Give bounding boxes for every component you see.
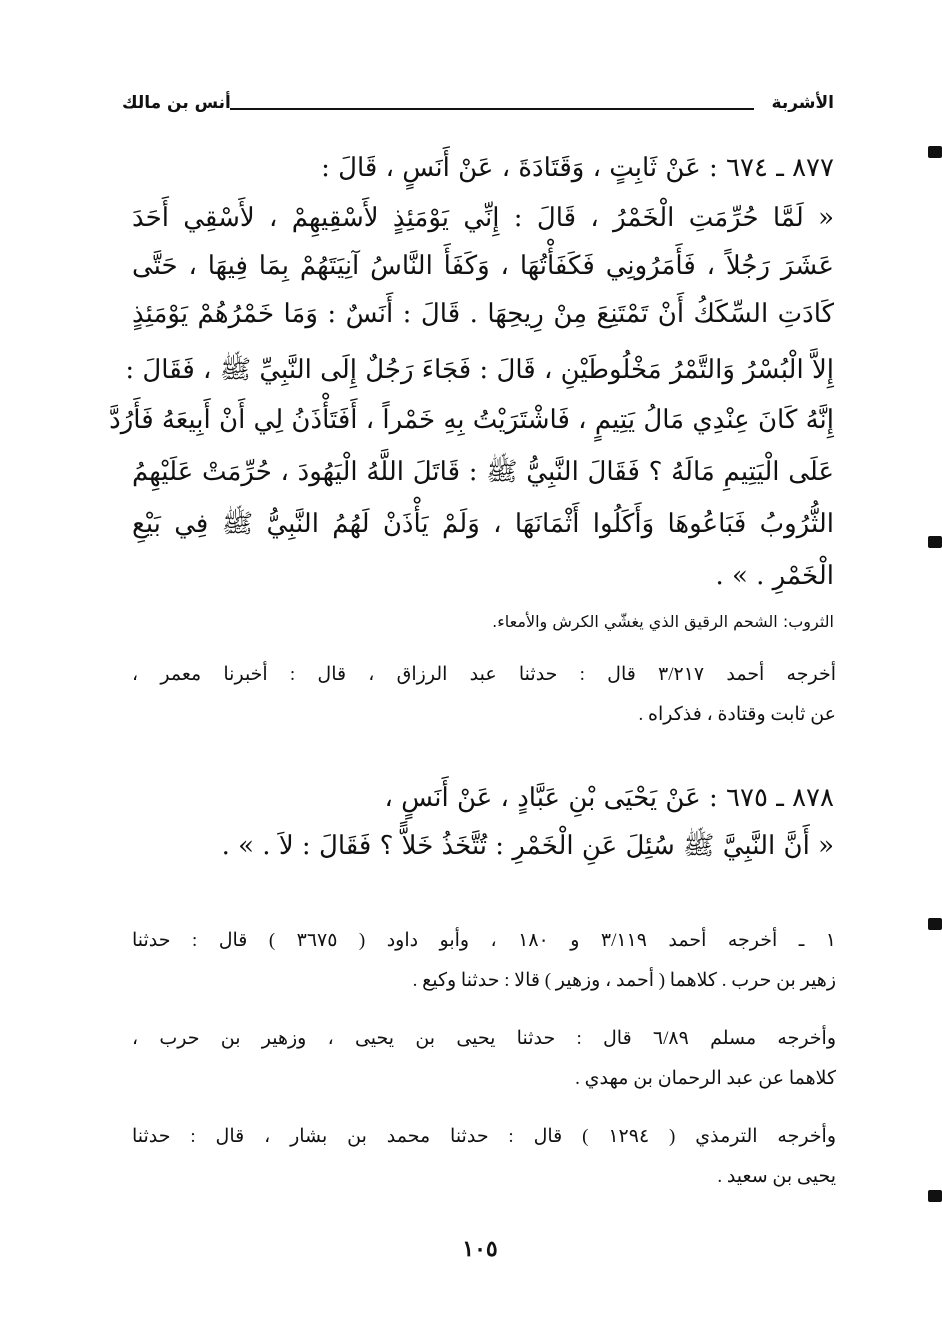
takhrij-878-line-5: وأخرجه الترمذي ( ١٢٩٤ ) قال : حدثنا محمد بن بشار ، قال : حدثنا [132,1126,837,1147]
hadith-877-line-2: « لَمَّا حُرِّمَتِ الْخَمْرُ ، قَالَ : إِنِّي يَوْمَئِذٍ لأَسْقِيهِمْ ، لأَسْقِي أَحَدَ [132,203,834,233]
takhrij-878-line-4: كلاهما عن عبد الرحمان بن مهدي . [575,1068,836,1089]
hadith-878-matn: « أَنَّ النَّبِيَّ ﷺ سُئِلَ عَنِ الْخَمْرِ : تُتَّخَذُ خَلاًّ ؟ فَقَالَ : لاَ . » . [221,831,834,861]
takhrij-877-line-2: عن ثابت وقتادة ، فذكراه . [638,704,836,725]
edge-mark [928,146,942,158]
edge-mark [928,1190,942,1202]
takhrij-878-line-3: وأخرجه مسلم ٦/٨٩ قال : حدثنا يحيى بن يحيى ، وزهير بن حرب ، [132,1028,836,1049]
hadith-877-line-6: إِنَّهُ كَانَ عِنْدِي مَالُ يَتِيمٍ ، فَاشْتَرَيْتُ بِهِ خَمْراً ، أَفَتَأْذَنُ لِي أَنْ أَبِيعَهُ فَأَرُدَّ [109,405,834,435]
takhrij-878-line-1: ١ ـ أخرجه أحمد ٣/١١٩ و ١٨٠ ، وأبو داود ( ٣٦٧٥ ) قال : حدثنا [132,930,836,951]
chapter-title: الأشربة [771,93,834,113]
hadith-877-line-5: إِلاَّ الْبُسْرُ وَالتَّمْرُ مَخْلُوطَيْنِ ، قَالَ : فَجَاءَ رَجُلٌ إِلَى النَّبِيِّ ﷺ ، فَقَالَ : [125,355,834,385]
hadith-877-isnad: ٨٧٧ ـ ٦٧٤ : عَنْ ثَابِتٍ ، وَقَتَادَةَ ، عَنْ أَنَسٍ ، قَالَ : [321,153,834,183]
hadith-878-isnad: ٨٧٨ ـ ٦٧٥ : عَنْ يَحْيَى بْنِ عَبَّادٍ ، عَنْ أَنَسٍ ، [384,783,834,813]
hadith-877-line-8: الثُّرُوبُ فَبَاعُوهَا وَأَكَلُوا أَثْمَانَهَا ، وَلَمْ يَأْذَنْ لَهُمُ النَّبِيُّ ﷺ فِي بَيْعِ [132,509,834,539]
takhrij-877-line-1: أخرجه أحمد ٣/٢١٧ قال : حدثنا عبد الرزاق ، قال : أخبرنا معمر ، [132,664,836,685]
running-header [122,93,834,121]
hadith-877-line-3: عَشَرَ رَجُلاً ، فَأَمَرُونِي فَكَفَأْتُهَا ، وَكَفَأَ النَّاسُ آنِيَتَهُمْ بِمَا فِيهَا ، حَتَّى [132,251,834,281]
takhrij-878-line-2: زهير بن حرب . كلاهما ( أحمد ، وزهير ) قالا : حدثنا وكيع . [412,970,836,991]
edge-mark [928,536,942,548]
header-rule [230,108,754,110]
page-number: ١٠٥ [462,1236,498,1262]
hadith-877-line-4: كَادَتِ السِّكَكُ أَنْ تَمْتَنِعَ مِنْ رِيحِهَا . قَالَ : أَنَسٌ : وَمَا خَمْرُهُمْ يَوْمَئِذٍ [132,299,834,329]
edge-mark [928,918,942,930]
hadith-877-line-9: الْخَمْرِ . » . [715,561,834,591]
gloss-note: الثروب: الشحم الرقيق الذي يغشّي الكرش والأمعاء. [492,612,834,631]
section-title: أنس بن مالك [122,93,231,113]
hadith-877-line-7: عَلَى الْيَتِيمِ مَالَهُ ؟ فَقَالَ النَّبِيُّ ﷺ : قَاتَلَ اللَّهُ الْيَهُودَ ، حُرِّمَتْ عَلَيْهِمُ [132,457,834,487]
takhrij-878-line-6: يحيى بن سعيد . [717,1166,836,1187]
